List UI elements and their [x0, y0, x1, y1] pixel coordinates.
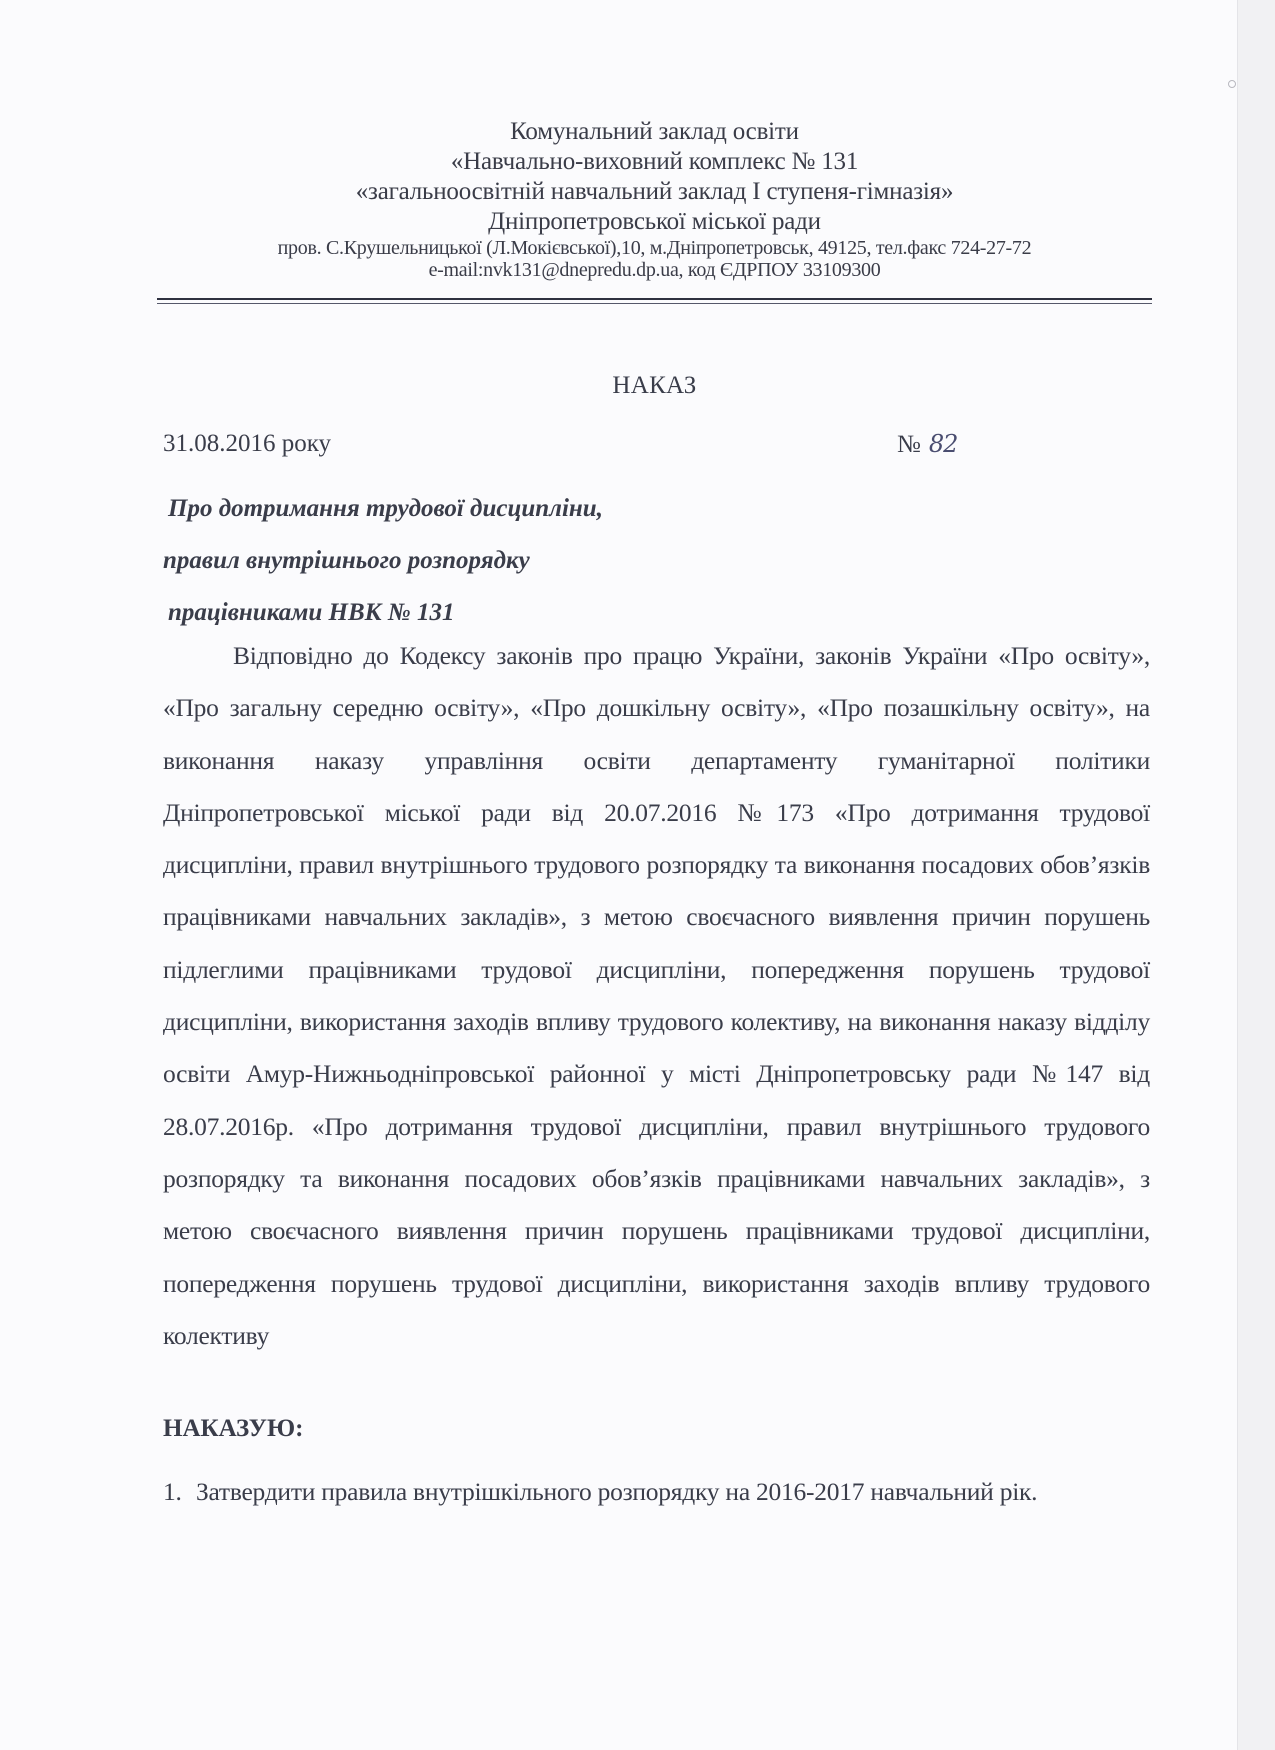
letterhead-school-type: «загальноосвітній навчальний заклад І ступеня-гімназія»	[355, 178, 954, 205]
subject-line: правил внутрішнього розпорядку	[163, 547, 530, 574]
order-item-number: 1.	[163, 1477, 182, 1506]
order-items	[163, 1466, 1150, 1518]
subject-line: Про дотримання трудової дисципліни,	[168, 495, 603, 522]
letterhead-address: пров. С.Крушельницької (Л.Мокієвської),10, м.Дніпропетровськ, 49125, тел.факс 724-27-72	[277, 237, 1032, 259]
order-item	[163, 1466, 1150, 1518]
document-subject	[163, 483, 603, 639]
order-heading: НАКАЗУЮ:	[163, 1415, 304, 1442]
document-preamble	[163, 630, 1150, 1362]
letterhead-contacts: e-mail:nvk131@dnepredu.dp.ua, код ЄДРПОУ 33109300	[428, 259, 881, 281]
document-title: НАКАЗ	[612, 372, 697, 399]
scan-speck-mark	[1228, 80, 1236, 88]
document-date: 31.08.2016 року	[163, 430, 332, 457]
subject-line: працівниками НВК № 131	[168, 599, 455, 626]
scan-page-edge	[1237, 0, 1275, 1750]
preamble-paragraph: Відповідно до Кодексу законів про працю України, законів України «Про освіту», «Про загальну середню освіту», «Про дошкільну освіту», «Про позашкільну освіту», на виконання наказу управління освіти департаменту гуманітарної політики Дніпропетровської міської ради від 20.07.2016 №173 «Про дотримання трудової дисципліни, правил внутрішнього трудового розпорядку та виконання посадових обов’язків працівниками навчальних закладів», з метою своєчасного виявлення причин порушень підлеглими працівниками трудової дисципліни, попередження порушень трудової дисципліни, використання заходів впливу трудового колективу, на виконання наказу відділу освіти Амур-Нижньодніпровської районної у місті Дніпропетровську ради №147 від 28.07.2016р. «Про дотримання трудової дисципліни, правил внутрішнього трудового розпорядку та виконання посадових обов’язків працівниками навчальних закладів», з метою своєчасного виявлення причин порушень працівниками трудової дисципліни, попередження порушень трудової дисципліни, використання заходів впливу трудового колективу	[163, 641, 1150, 1350]
document-number	[897, 430, 957, 459]
handwritten-number: 82	[928, 430, 958, 458]
order-item-text: Затвердити правила внутрішкільного розпорядку на 2016-2017 навчальний рік.	[196, 1477, 1038, 1506]
letterhead-institution-type: Комунальний заклад освіти	[510, 118, 799, 145]
letterhead-divider	[157, 298, 1152, 304]
letterhead	[157, 117, 1152, 281]
letterhead-council: Дніпропетровської міської ради	[488, 208, 821, 235]
number-label: №	[897, 431, 921, 458]
letterhead-complex-name: «Навчально-виховний комплекс № 131	[450, 148, 859, 175]
